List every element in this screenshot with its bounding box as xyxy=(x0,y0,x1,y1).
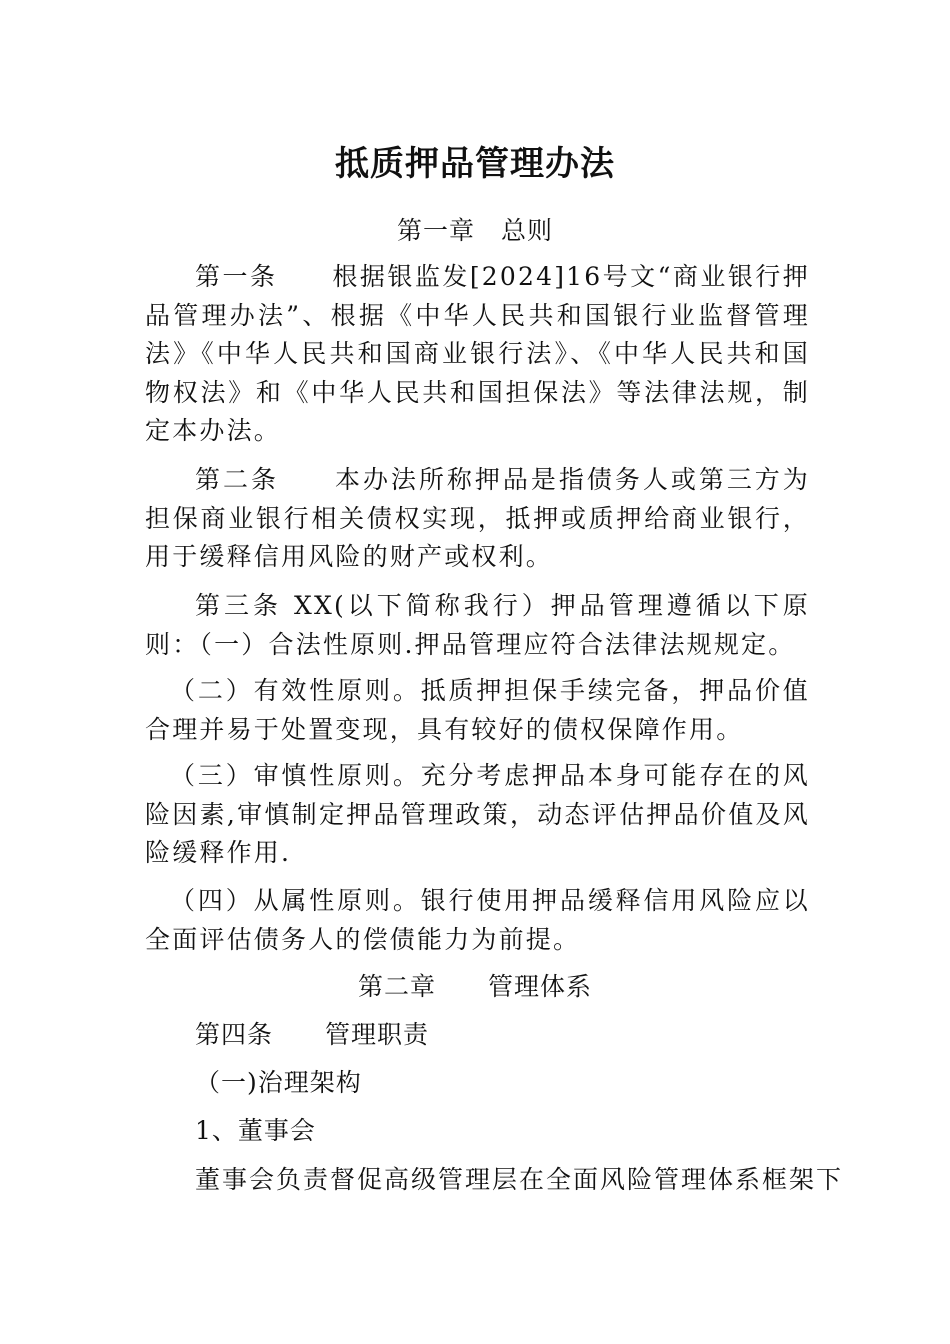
document-title: 抵质押品管理办法 xyxy=(335,144,615,184)
chapter-2-heading: 第二章 管理体系 xyxy=(357,972,592,1001)
principle-2: （二）有效性原则。抵质押担保手续完备，押品价值合理并易于处置变现，具有较好的债权保障作用。 xyxy=(145,676,810,744)
chapter-1-heading: 第一章 总则 xyxy=(396,216,553,245)
governance-heading: （一)治理架构 xyxy=(195,1068,362,1097)
article-3: 第三条 XX(以下简称我行）押品管理遵循以下原则：（一）合法性原则.押品管理应符合法律法规规定。 xyxy=(145,591,810,659)
board-text: 董事会负责督促高级管理层在全面风险管理体系框架下 xyxy=(195,1165,844,1194)
article-4-heading: 第四条 管理职责 xyxy=(195,1020,430,1049)
board-heading: 1、董事会 xyxy=(195,1116,316,1145)
principle-4: （四）从属性原则。银行使用押品缓释信用风险应以全面评估债务人的偿债能力为前提。 xyxy=(145,886,810,954)
article-2: 第二条 本办法所称押品是指债务人或第三方为担保商业银行相关债权实现，抵押或质押给商业银行，用于缓释信用风险的财产或权利。 xyxy=(145,465,810,571)
principle-3: （三）审慎性原则。充分考虑押品本身可能存在的风险因素,审慎制定押品管理政策，动态评估押品价值及风险缓释作用. xyxy=(145,761,810,867)
article-1: 第一条 根据银监发[2024]16号文“商业银行押品管理办法”、根据《中华人民共和国银行业监督管理法》《中华人民共和国商业银行法》、《中华人民共和国物权法》和《中华人民共和国担保法》等法律法规，制定本办法。 xyxy=(145,262,810,445)
